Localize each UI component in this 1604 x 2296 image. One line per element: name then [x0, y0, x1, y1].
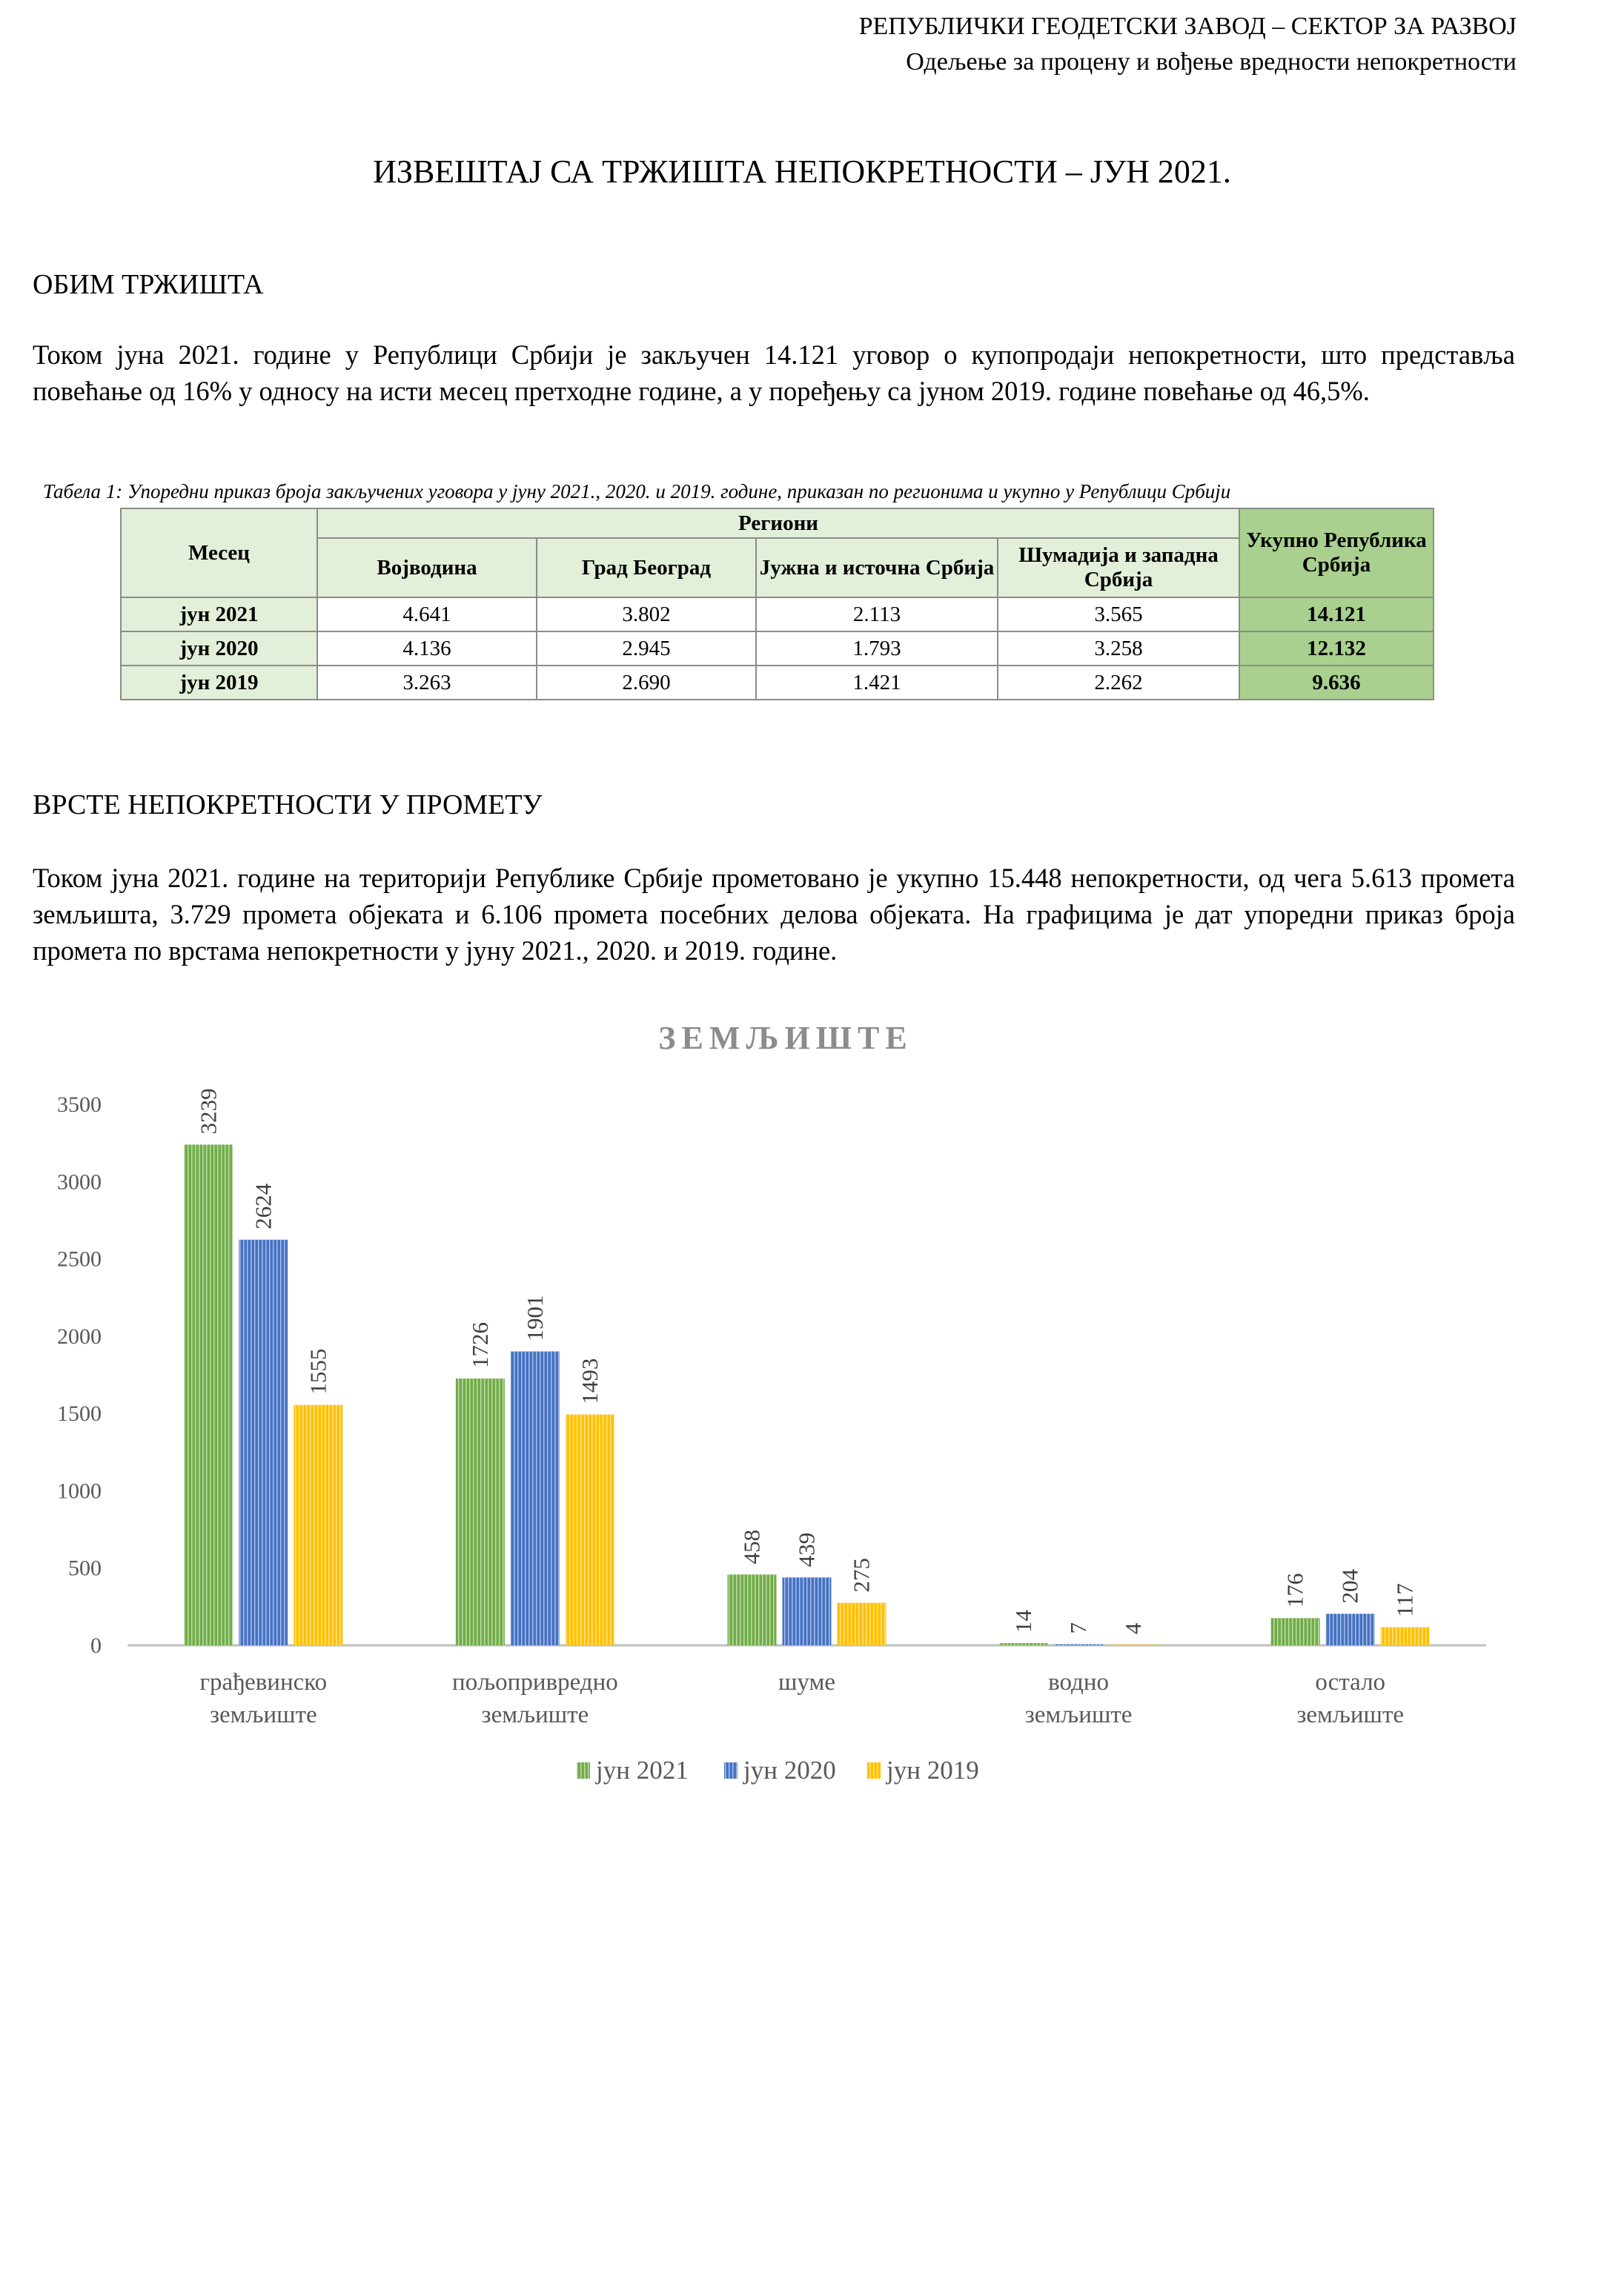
x-tick-label: пољопривредно [452, 1669, 618, 1696]
legend-label: јун 2021 [596, 1756, 689, 1785]
month-cell: јун 2020 [121, 631, 317, 666]
month-cell: јун 2019 [121, 666, 317, 700]
regions-header: Региони [317, 508, 1239, 538]
value-cell: 2.262 [998, 666, 1239, 700]
x-tick-label: остало [1315, 1669, 1386, 1696]
y-tick-label: 500 [68, 1556, 102, 1581]
data-label: 14 [1010, 1610, 1037, 1633]
bar [184, 1144, 233, 1645]
value-cell: 1.421 [756, 666, 998, 700]
report-title: ИЗВЕШТАЈ СА ТРЖИШТА НЕПОКРЕТНОСТИ – ЈУН 2021. [373, 153, 1231, 190]
market-volume-paragraph: Током јуна 2021. године у Републици Србији је закључен 14.121 уговор о купопродаји непокретности, што представља повећање од 16% у односу на исти месец претходне године, а у поређењу са јуном 2019. године повећање од 46,5%. [33, 339, 1515, 406]
total-cell: 14.121 [1239, 597, 1434, 631]
data-label: 1555 [305, 1348, 331, 1395]
total-cell: 9.636 [1239, 666, 1434, 700]
header-organization: РЕПУБЛИЧКИ ГЕОДЕТСКИ ЗАВОД – СЕКТОР ЗА РАЗВОЈ [858, 13, 1517, 40]
y-tick-label: 3500 [57, 1092, 102, 1117]
data-label: 458 [738, 1529, 765, 1565]
value-cell: 3.263 [317, 666, 537, 700]
y-tick-label: 1500 [57, 1401, 102, 1427]
region-column-header: Јужна и источна Србија [756, 538, 998, 597]
section-heading-property-types: ВРСТЕ НЕПОКРЕТНОСТИ У ПРОМЕТУ [33, 789, 543, 820]
land-chart [0, 1001, 1604, 1816]
data-label: 117 [1391, 1583, 1418, 1617]
bar [838, 1603, 886, 1645]
value-cell: 3.258 [998, 631, 1239, 666]
data-label: 1493 [576, 1358, 603, 1404]
x-tick-label: земљиште [481, 1702, 589, 1728]
region-column-header: Војводина [317, 538, 537, 597]
value-cell: 3.565 [998, 597, 1239, 631]
data-label: 3239 [195, 1088, 222, 1135]
y-tick-label: 1000 [57, 1479, 102, 1504]
value-cell: 3.802 [537, 597, 756, 631]
bar [783, 1577, 832, 1645]
month-cell: јун 2021 [121, 597, 317, 631]
region-column-header: Град Београд [537, 538, 756, 597]
x-tick-label: грађевинско [199, 1669, 328, 1696]
x-tick-label: водно [1048, 1669, 1110, 1696]
bar [456, 1378, 505, 1645]
legend-label: јун 2019 [886, 1756, 979, 1785]
value-cell: 1.793 [756, 631, 998, 666]
data-label: 176 [1282, 1573, 1308, 1608]
table-row [121, 631, 1434, 666]
bar [239, 1240, 288, 1645]
legend-swatch [577, 1762, 590, 1779]
bar [1381, 1628, 1430, 1645]
data-label: 275 [848, 1558, 875, 1593]
month-header: Месец [121, 508, 317, 597]
x-tick-label: земљиште [1296, 1702, 1405, 1728]
bar [1271, 1618, 1320, 1645]
y-tick-label: 2500 [57, 1247, 102, 1272]
data-label: 2624 [250, 1183, 276, 1230]
table-row [121, 597, 1434, 631]
header-department: Одељење за процену и вођење вредности непокретности [906, 48, 1517, 76]
data-label: 1901 [521, 1295, 548, 1341]
value-cell: 4.641 [317, 597, 537, 631]
y-tick-label: 3000 [57, 1169, 102, 1195]
table-row [121, 666, 1434, 700]
table-caption: Табела 1: Упоредни приказ броја закључених уговора у јуну 2021., 2020. и 2019. године, приказан по регионима и укупно у Републици Србији [43, 480, 1231, 502]
section-heading-market-volume: ОБИМ ТРЖИШТА [33, 269, 264, 300]
data-label: 204 [1336, 1568, 1363, 1604]
x-tick-label: земљиште [1024, 1702, 1133, 1728]
bar [511, 1352, 560, 1645]
legend-swatch [867, 1762, 881, 1779]
x-tick-label: земљиште [209, 1702, 317, 1728]
x-tick-label: шуме [778, 1669, 836, 1696]
value-cell: 2.945 [537, 631, 756, 666]
data-label: 439 [793, 1532, 820, 1567]
chart-title: ЗЕМЉИШТЕ [658, 1020, 913, 1056]
contracts-table [120, 508, 1434, 700]
data-label: 4 [1120, 1622, 1147, 1635]
total-header: Укупно Република Србија [1239, 508, 1434, 597]
y-tick-label: 2000 [57, 1324, 102, 1349]
data-label: 1726 [466, 1322, 493, 1369]
legend-label: јун 2020 [743, 1756, 836, 1785]
bar [728, 1574, 777, 1645]
total-cell: 12.132 [1239, 631, 1434, 666]
bar [566, 1415, 614, 1645]
bar [999, 1643, 1048, 1645]
value-cell: 2.690 [537, 666, 756, 700]
y-tick-label: 0 [90, 1633, 102, 1658]
property-types-paragraph: Током јуна 2021. године на територији Републике Србије прометовано је укупно 15.448 непокретности, од чега 5.613 промета земљишта, 3.729 промета објеката и 6.106 промета посебних делова објеката. На графицима је дат упоредни приказ броја промета по врстама непокретности у јуну 2021., 2020. и 2019. године. [33, 863, 1515, 966]
legend-swatch [724, 1762, 738, 1779]
bar [294, 1405, 342, 1645]
data-label: 7 [1065, 1622, 1092, 1634]
value-cell: 4.136 [317, 631, 537, 666]
value-cell: 2.113 [756, 597, 998, 631]
bar [1326, 1613, 1375, 1645]
region-column-header: Шумадија и западна Србија [998, 538, 1239, 597]
